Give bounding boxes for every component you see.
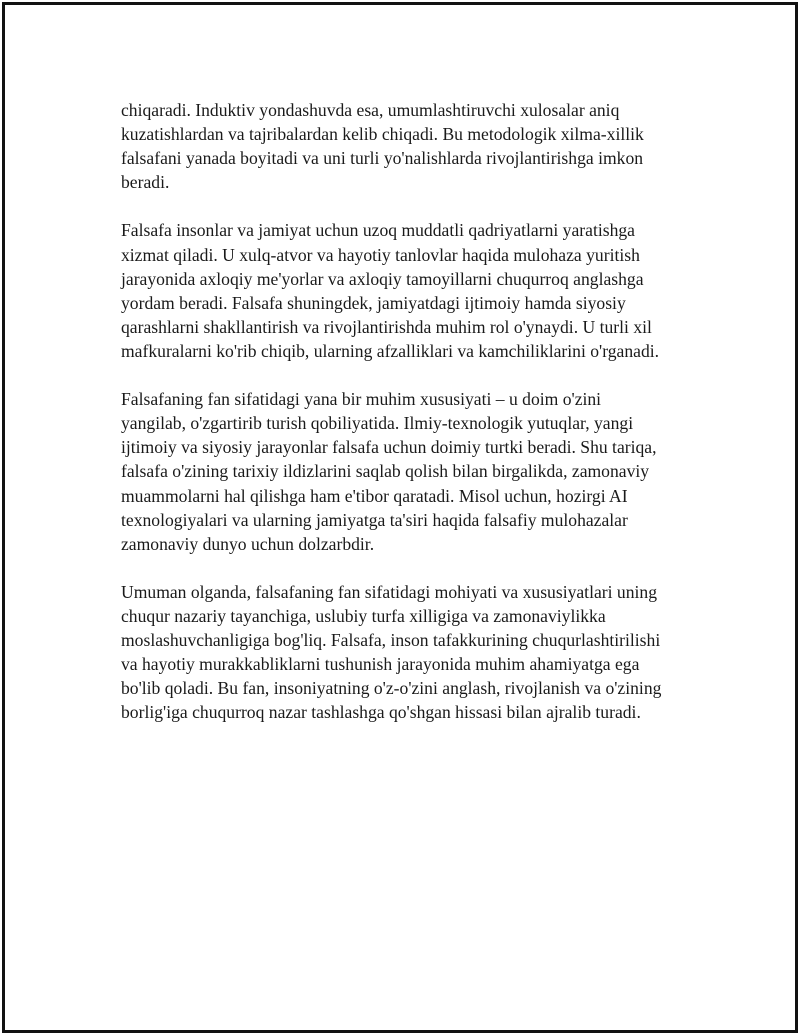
text-line: moslashuvchanligiga bog'liq. Falsafa, inson tafakkurining chuqurlashtirilishi (121, 630, 661, 651)
text-line: chuqur nazariy tayanchiga, uslubiy turfa xilligiga va zamonaviylikka (121, 605, 606, 626)
text-line: ijtimoiy va siyosiy jarayonlar falsafa uchun doimiy turtki beradi. Shu tariqa, (121, 437, 657, 458)
text-line: zamonaviy dunyo uchun dolzarbdir. (121, 533, 375, 554)
text-line: xizmat qiladi. U xulq-atvor va hayotiy tanlovlar haqida mulohaza yuritish (121, 244, 640, 265)
text-line: kuzatishlardan va tajribalardan kelib chiqadi. Bu metodologik xilma-xillik (121, 124, 644, 145)
text-line: chiqaradi. Induktiv yondashuvda esa, umumlashtiruvchi xulosalar aniq (121, 100, 620, 120)
text-line: texnologiyalari va ularning jamiyatga ta'siri haqida falsafiy mulohazalar (121, 509, 628, 530)
text-line: va hayotiy murakkabliklarni tushunish jarayonida muhim ahamiyatga ega (121, 654, 640, 675)
page-frame (2, 2, 798, 1033)
text-line: Umuman olganda, falsafaning fan sifatidagi mohiyati va xususiyatlari uning (121, 581, 657, 602)
text-line: jarayonida axloqiy me'yorlar va axloqiy tamoyillarni chuqurroq anglashga (121, 268, 644, 289)
text-line: bo'lib qoladi. Bu fan, insoniyatning o'z-o'zini anglash, rivojlanish va o'zining (121, 678, 662, 699)
paragraph-4 (121, 580, 711, 725)
paragraph-3 (121, 387, 711, 556)
text-line: Falsafaning fan sifatidagi yana bir muhim xususiyati – u doim o'zini (121, 389, 602, 410)
text-line: falsafani yanada boyitadi va uni turli yo'nalishlarda rivojlantirishga imkon (121, 148, 644, 169)
text-line: yangilab, o'zgartirib turish qobiliyatida. Ilmiy-texnologik yutuqlar, yangi (121, 413, 634, 434)
text-line: beradi. (121, 172, 170, 193)
text-line: yordam beradi. Falsafa shuningdek, jamiyatdagi ijtimoiy hamda siyosiy (121, 292, 626, 313)
text-line: falsafa o'zining tarixiy ildizlarini saqlab qolish bilan birgalikda, zamonaviy (121, 461, 650, 482)
text-line: Falsafa insonlar va jamiyat uchun uzoq muddatli qadriyatlarni yaratishga (121, 220, 635, 241)
text-line: muammolarni hal qilishga ham e'tibor qaratadi. Misol uchun, hozirgi AI (121, 485, 628, 506)
text-line: mafkuralarni ko'rib chiqib, ularning afzalliklari va kamchiliklarini o'rganadi. (121, 340, 660, 361)
text-line: qarashlarni shakllantirish va rivojlantirishda muhim rol o'ynaydi. U turli xil (121, 316, 652, 337)
paragraph-1 (121, 98, 711, 194)
text-line: borlig'iga chuqurroq nazar tashlashga qo'shgan hissasi bilan ajralib turadi. (121, 702, 641, 723)
document-body (121, 98, 711, 749)
paragraph-2 (121, 218, 711, 363)
